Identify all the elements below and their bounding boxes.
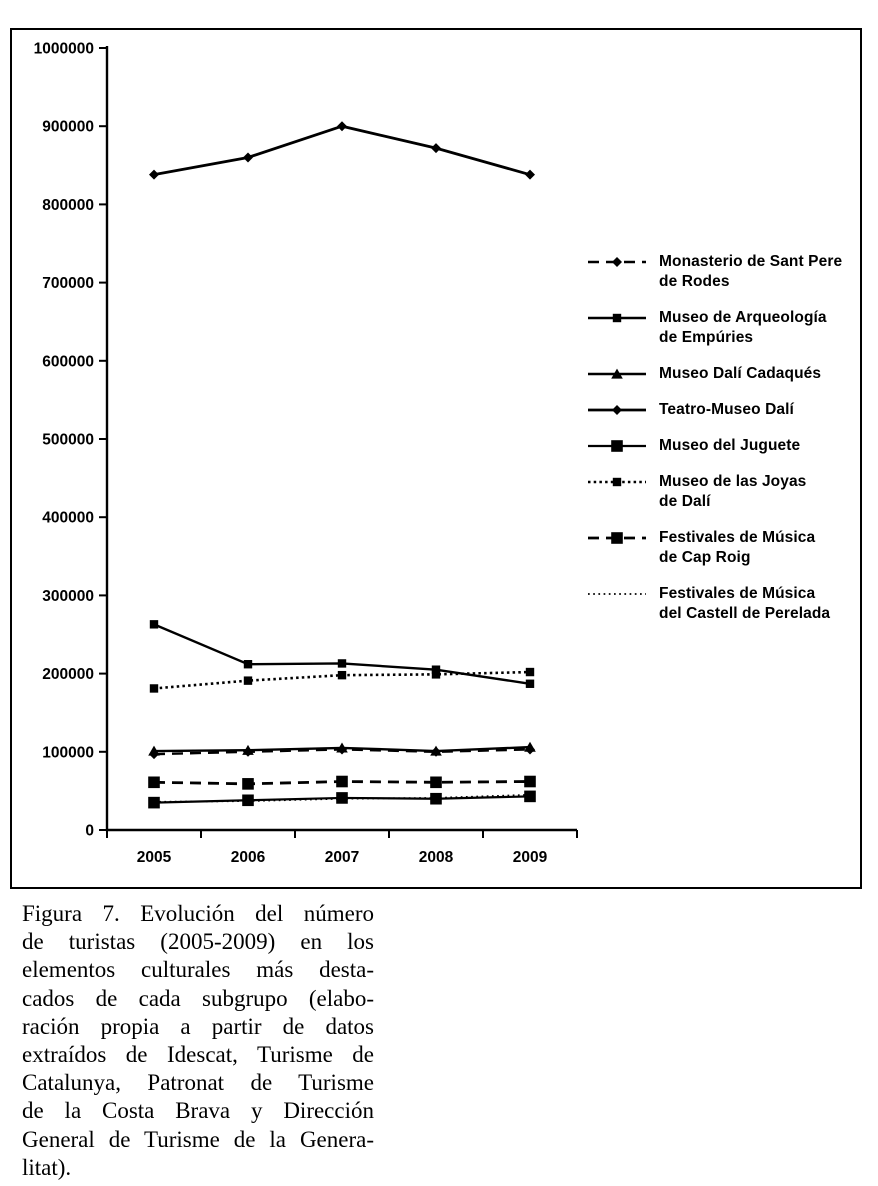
x-tick-label: 2007 <box>324 849 360 866</box>
x-tick-label: 2008 <box>418 849 454 866</box>
chart-legend <box>588 252 860 624</box>
figure-7-chart-frame <box>10 28 862 889</box>
caption-line: Catalunya, Patronat de Turisme <box>22 1070 374 1096</box>
legend-label: Museo de las Joyas de Dalí <box>659 473 807 510</box>
series-line-3 <box>154 126 530 174</box>
legend-triangle-sample <box>588 366 646 382</box>
legend-square-sample <box>588 310 646 326</box>
legend-item-6 <box>588 528 860 568</box>
legend-diamond-sample <box>588 254 646 270</box>
legend-diamond-sample <box>588 402 646 418</box>
legend-square-large-sample <box>588 438 646 454</box>
caption-line: de turistas (2005-2009) en los <box>22 929 374 955</box>
legend-square-sample <box>588 474 646 490</box>
caption-line: General de Turisme de la Genera- <box>22 1126 374 1152</box>
legend-label: Museo Dalí Cadaqués <box>659 365 822 382</box>
caption-line: extraídos de Idescat, Turisme de <box>22 1042 374 1068</box>
legend-item-1 <box>588 308 860 348</box>
legend-item-3 <box>588 400 860 420</box>
x-tick-label: 2009 <box>512 849 548 866</box>
y-tick-label: 600000 <box>42 353 94 371</box>
caption-line: litat). <box>22 1154 72 1180</box>
x-tick-label: 2005 <box>136 849 172 866</box>
y-tick-label: 200000 <box>42 666 94 684</box>
legend-line-sample <box>588 586 646 602</box>
y-tick-label: 900000 <box>42 118 94 136</box>
chart-axes <box>107 46 577 830</box>
caption-line: cados de cada subgrupo (elabo- <box>22 985 374 1011</box>
legend-item-2 <box>588 364 860 384</box>
x-tick-label: 2006 <box>230 849 266 866</box>
legend-label: Museo de Arqueología de Empúries <box>659 309 827 346</box>
y-tick-label: 800000 <box>42 196 94 214</box>
caption-line: Figura 7. Evolución del número <box>22 901 374 926</box>
legend-label: Museo del Juguete <box>659 437 801 454</box>
legend-item-5 <box>588 472 860 512</box>
legend-label: Festivales de Música de Cap Roig <box>659 529 816 566</box>
figure-caption <box>22 900 374 1182</box>
y-tick-label: 300000 <box>42 587 94 605</box>
legend-item-7 <box>588 584 860 624</box>
y-tick-label: 500000 <box>42 431 94 449</box>
legend-label: Teatro-Museo Dalí <box>659 401 794 418</box>
y-tick-label: 0 <box>85 822 94 840</box>
caption-line: elementos culturales más desta- <box>22 957 374 983</box>
caption-line: ración propia a partir de datos <box>22 1013 374 1039</box>
y-tick-label: 400000 <box>42 509 94 527</box>
legend-label: Festivales de Música del Castell de Perelada <box>659 585 831 622</box>
legend-label: Monasterio de Sant Pere de Rodes <box>659 253 843 290</box>
y-tick-label: 1000000 <box>33 40 94 58</box>
legend-item-0 <box>588 252 860 292</box>
y-tick-label: 100000 <box>42 744 94 762</box>
caption-line: de la Costa Brava y Dirección <box>22 1098 374 1124</box>
legend-square-large-sample <box>588 530 646 546</box>
legend-item-4 <box>588 436 860 456</box>
y-tick-label: 700000 <box>42 275 94 293</box>
